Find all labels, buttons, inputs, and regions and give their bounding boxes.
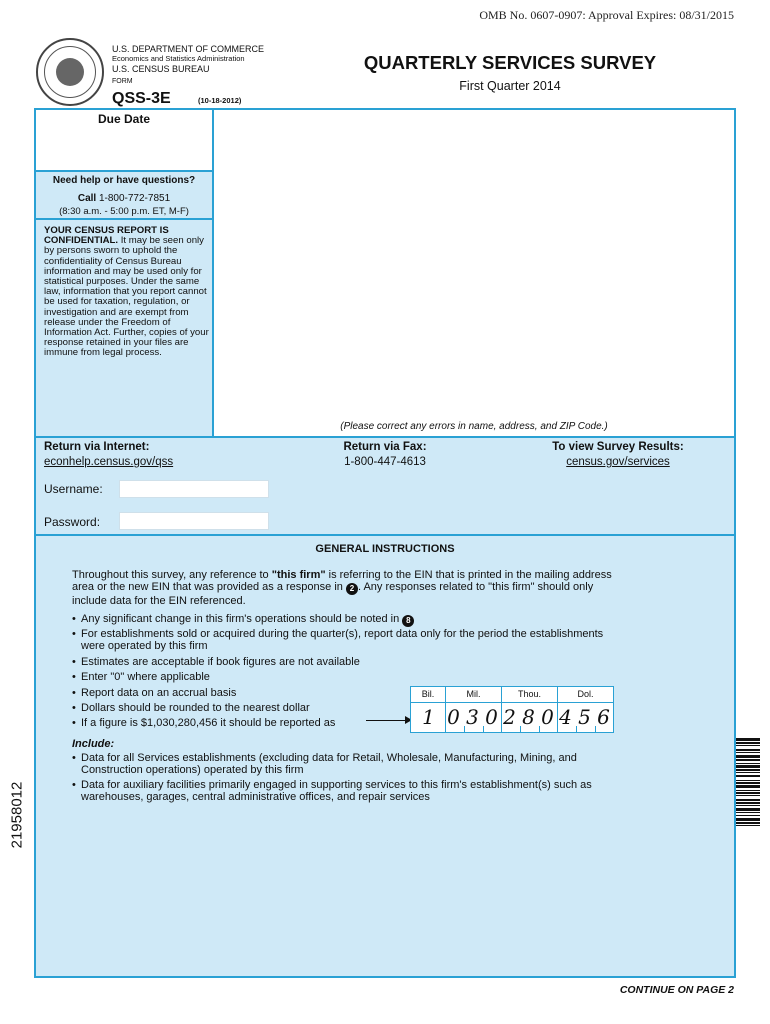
arrow-right-icon: [366, 720, 410, 721]
barcode-bar: [736, 790, 760, 791]
confidential-lead: YOUR CENSUS REPORT IS CONFIDENTIAL.: [44, 225, 169, 247]
returns-divider: [34, 436, 736, 438]
para-line1-a: Throughout this survey, any reference to: [72, 569, 272, 581]
barcode-bar: [736, 825, 760, 826]
instructions-divider: [34, 534, 736, 536]
bullet-text: If a figure is $1,030,280,456 it should be reported as: [81, 717, 336, 729]
password-field[interactable]: [119, 512, 269, 530]
barcode-bar: [736, 815, 760, 816]
agency-block: [112, 44, 264, 74]
example-digit: 0: [541, 705, 554, 729]
due-date-title: Due Date: [97, 112, 150, 126]
barcode: [736, 738, 760, 886]
barcode-bar: [736, 822, 760, 824]
include-services-data: • Data for all Services establishments (excluding data for Retail, Wholesale, Manufacturing, Mining, and Construction operations) operated by this firm: [72, 752, 692, 776]
digit-header-millions: Mil.: [445, 686, 502, 703]
digit-divider-tick: [520, 726, 521, 733]
help-hours: (8:30 a.m. - 5:00 p.m. ET, M-F): [59, 206, 189, 217]
include-auxiliary-data: • Data for auxiliary facilities primarily engaged in supporting services to this firm's establishment(s) such as warehouses, garages, central administrative offices, and repair services: [72, 779, 692, 803]
this-firm-term: "this firm": [271, 569, 326, 581]
bullet-text: Data for auxiliary facilities primarily engaged in supporting services to this firm's establishment(s) such as: [81, 779, 592, 791]
digit-divider-tick: [539, 726, 540, 733]
bullet-text-cont: warehouses, garages, central administrative offices, and repair services: [81, 791, 430, 803]
example-digit: 5: [578, 705, 591, 729]
barcode-bar: [736, 742, 760, 744]
item-8-circle-icon: 8: [402, 615, 414, 627]
continue-page-2: CONTINUE ON PAGE 2: [619, 984, 734, 996]
bullet-accrual: • Report data on an accrual basis: [72, 687, 237, 699]
bullet-text-cont: Construction operations) operated by this firm: [81, 764, 304, 776]
example-digit-grid: [410, 686, 614, 734]
barcode-bar: [736, 772, 760, 773]
barcode-bar: [736, 759, 760, 761]
mailing-address-box[interactable]: [212, 108, 736, 438]
example-digit: 2: [503, 705, 516, 729]
barcode-bar: [736, 808, 760, 811]
barcode-bar: [736, 780, 760, 781]
barcode-bar: [736, 792, 760, 794]
form-code: QSS-3E: [112, 90, 171, 107]
digit-header-billions: Bil.: [410, 686, 446, 703]
digit-header-dollars: Dol.: [557, 686, 614, 703]
example-digit: 8: [522, 705, 535, 729]
agency-bureau: U.S. CENSUS BUREAU: [112, 64, 210, 74]
bullet-significant-change: • Any significant change in this firm's operations should be noted in 8: [72, 613, 692, 627]
survey-quarter: First Quarter 2014: [459, 79, 561, 93]
confidentiality-notice: [44, 226, 210, 359]
return-fax-label: Return via Fax:: [343, 441, 427, 453]
bullet-establishments: • For establishments sold or acquired during the quarter(s), report data only for the period the establishments were operated by this firm: [72, 628, 692, 652]
example-digit: 0: [447, 705, 460, 729]
barcode-bar: [736, 785, 760, 788]
digit-divider-tick: [595, 726, 596, 733]
agency-department: U.S. DEPARTMENT OF COMMERCE: [112, 44, 265, 54]
barcode-bar: [736, 745, 760, 746]
digit-header-thousands: Thou.: [501, 686, 558, 703]
bullet-text-cont: were operated by this firm: [81, 640, 208, 652]
help-heading: Need help or have questions?: [52, 175, 196, 186]
para-line1-c: is referring to the EIN that is printed in the mailing address: [325, 569, 612, 581]
seal-emblem: [56, 58, 84, 86]
barcode-bar: [736, 795, 760, 796]
example-digit: 1: [422, 705, 435, 729]
help-call-line: [34, 193, 214, 204]
example-digit: 0: [485, 705, 498, 729]
bullet-rounding: • Dollars should be rounded to the nearest dollar: [72, 702, 310, 714]
barcode-bar: [736, 749, 760, 751]
agency-administration: Economics and Statistics Administration: [112, 54, 245, 63]
digit-divider-tick: [483, 726, 484, 733]
survey-title: QUARTERLY SERVICES SURVEY: [363, 52, 657, 73]
barcode-bar: [736, 765, 760, 768]
username-field[interactable]: [119, 480, 269, 498]
example-digit: 4: [559, 705, 572, 729]
bullet-text: Any significant change in this firm's operations should be noted in: [81, 613, 403, 625]
example-digit: 3: [466, 705, 479, 729]
include-heading: Include:: [72, 738, 115, 750]
survey-results-label: To view Survey Results:: [552, 441, 684, 453]
password-label: Password:: [44, 515, 101, 529]
bullet-enter-zero: • Enter "0" where applicable: [72, 671, 210, 683]
form-id-text: 21958012: [8, 781, 26, 849]
barcode-bar: [736, 799, 760, 801]
example-digit: 6: [597, 705, 610, 729]
barcode-bar: [736, 769, 760, 771]
para-line3: include data for the EIN referenced.: [72, 595, 246, 607]
return-internet-link[interactable]: econhelp.census.gov/qss: [44, 456, 174, 468]
para-line2-b: . Any responses related to "this firm" should only: [357, 581, 594, 593]
barcode-bar: [736, 752, 760, 753]
barcode-bar: [736, 775, 760, 777]
address-correction-note: (Please correct any errors in name, address, and ZIP Code.): [340, 421, 608, 432]
barcode-bar: [736, 782, 760, 784]
form-date: (10-18-2012): [198, 96, 242, 105]
omb-number: OMB No. 0607-0907: Approval Expires: 08/31/2015: [479, 8, 734, 22]
help-phone: 1-800-772-7851: [98, 193, 171, 204]
barcode-bar: [736, 805, 760, 806]
return-internet-label: Return via Internet:: [44, 441, 150, 453]
barcode-bar: [736, 812, 760, 813]
barcode-bar: [736, 802, 760, 804]
barcode-bar: [736, 755, 760, 758]
barcode-bar: [736, 738, 760, 741]
call-label: Call: [77, 193, 97, 204]
bullet-text: Data for all Services establishments (excluding data for Retail, Wholesale, Manufacturing, Mining, and: [81, 752, 577, 764]
username-label: Username:: [44, 482, 103, 496]
instructions-paragraph: [72, 569, 702, 607]
census-seal-logo: [36, 38, 104, 106]
barcode-bar: [736, 763, 760, 764]
bullet-example: • If a figure is $1,030,280,456 it should be reported as: [72, 717, 336, 729]
return-fax-number: 1-800-447-4613: [344, 456, 426, 468]
item-2-circle-icon: 2: [346, 583, 358, 595]
para-line2-a: area or the new EIN that was provided as a response in: [72, 581, 346, 593]
form-label: FORM: [112, 78, 133, 85]
general-instructions-heading: GENERAL INSTRUCTIONS: [315, 543, 455, 555]
bullet-estimates: • Estimates are acceptable if book figures are not available: [72, 656, 360, 668]
digit-divider-tick: [464, 726, 465, 733]
bullet-text: For establishments sold or acquired during the quarter(s), report data only for the period the establishments: [81, 628, 604, 640]
bullet-text: Estimates are acceptable if book figures are not available: [81, 656, 360, 668]
bullet-text: Report data on an accrual basis: [81, 687, 237, 699]
confidential-body: It may be seen only by persons sworn to uphold the confidentiality of Census Bureau information and may be used only for statistical purposes. Under the same law, information that you report cannot be used for taxation, regulation, or investigation and are exempt from release under the Freedom of Information Act. Further, copies of your response retained in your files are immune from legal process.: [44, 235, 209, 359]
help-divider: [34, 218, 214, 220]
bullet-text: Enter "0" where applicable: [81, 671, 210, 683]
digit-divider-tick: [576, 726, 577, 733]
bullet-text: Dollars should be rounded to the nearest dollar: [81, 702, 310, 714]
form-id-number: [2, 775, 32, 855]
barcode-bar: [736, 818, 760, 821]
survey-results-link[interactable]: census.gov/services: [566, 456, 670, 468]
